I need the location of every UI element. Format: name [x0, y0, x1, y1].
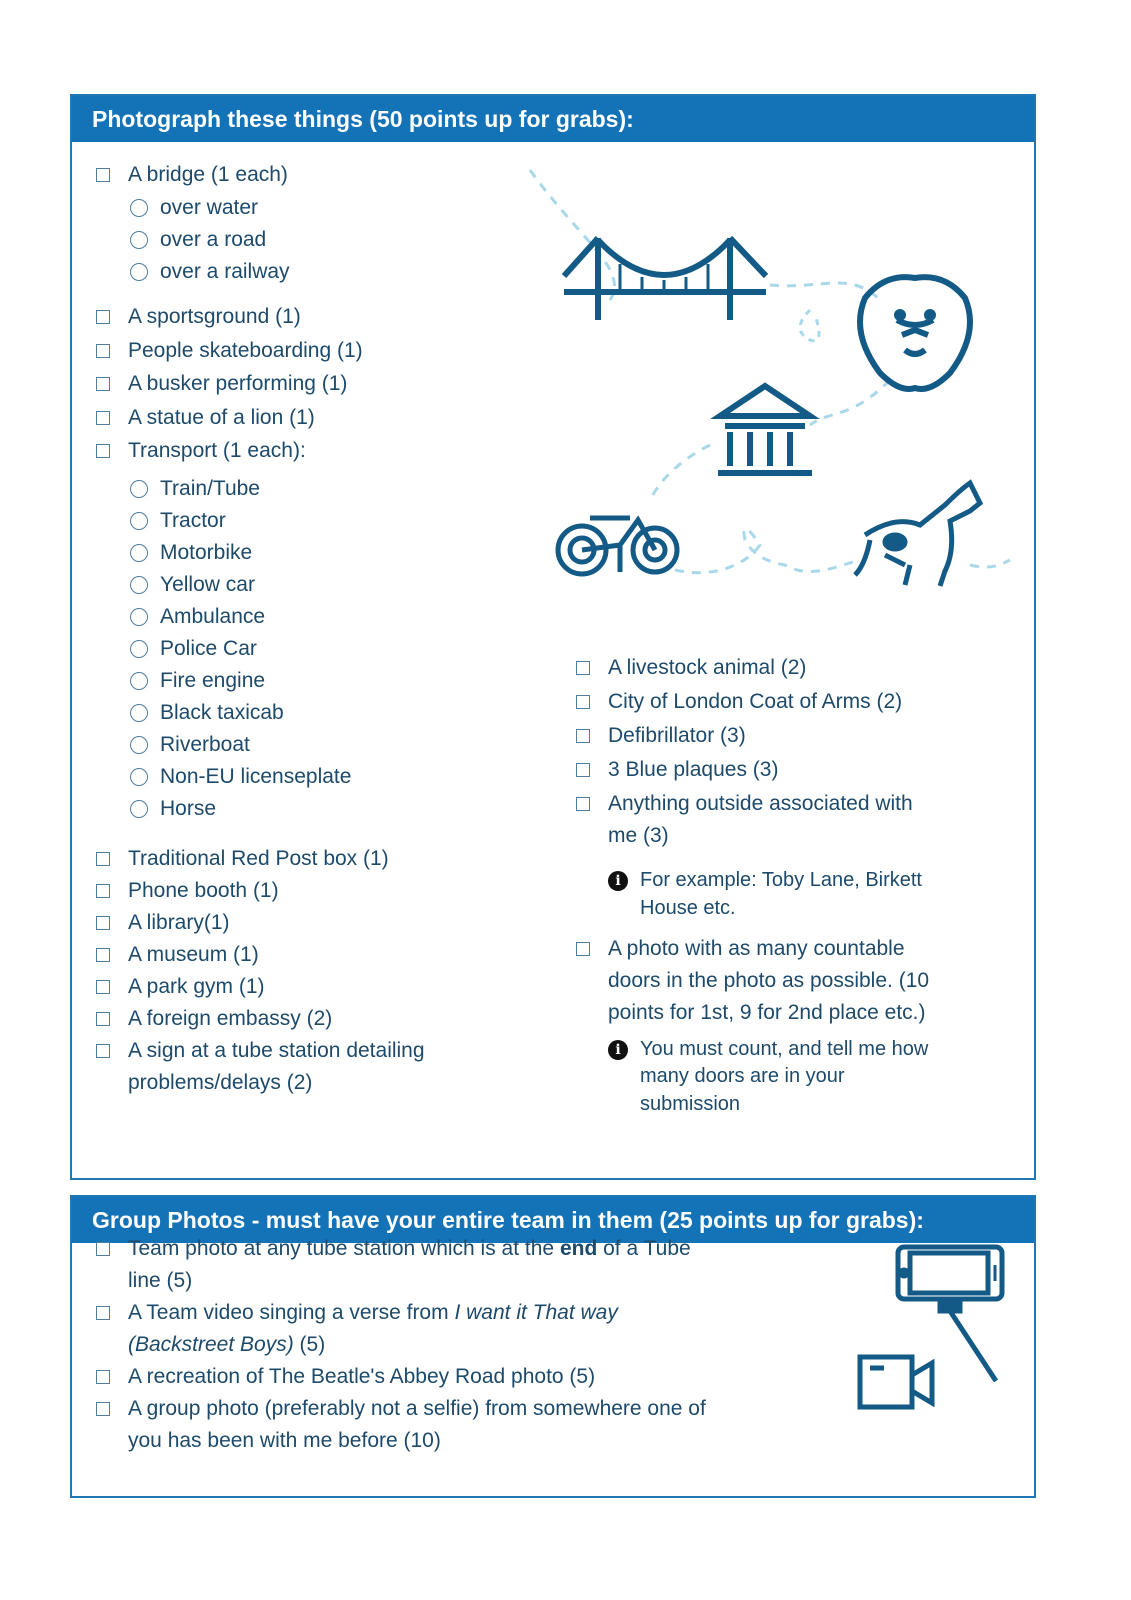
radio[interactable]: [130, 736, 148, 754]
doors-continuation: doors in the photo as possible. (10: [608, 969, 930, 992]
checklist-item[interactable]: A livestock animal (2): [576, 656, 806, 680]
checklist-item-doors[interactable]: A photo with as many countable: [576, 937, 905, 961]
dashed-path: [675, 529, 1010, 573]
transport-sub-item[interactable]: Ambulance: [130, 605, 265, 629]
transport-sub-item[interactable]: Black taxicab: [130, 701, 284, 725]
checkbox[interactable]: [96, 310, 110, 324]
london-landmarks-illustration: [520, 160, 1020, 600]
transport-sub-item[interactable]: Tractor: [130, 509, 226, 533]
lion-icon: [860, 277, 970, 389]
museum-icon: [718, 386, 812, 473]
radio[interactable]: [130, 704, 148, 722]
checkbox[interactable]: [96, 1306, 110, 1320]
checkbox[interactable]: [576, 942, 590, 956]
checklist-item[interactable]: People skateboarding (1): [96, 339, 363, 363]
checklist-item[interactable]: Defibrillator (3): [576, 724, 746, 748]
checklist-item-video[interactable]: A Team video singing a verse from I want it That way: [96, 1301, 618, 1325]
checklist-item-group[interactable]: A group photo (preferably not a selfie) from somewhere one of: [96, 1397, 706, 1421]
checklist-item-bridge[interactable]: A bridge (1 each): [96, 163, 288, 187]
horse-icon: [855, 483, 980, 586]
transport-sub-item[interactable]: Motorbike: [130, 541, 252, 565]
checkbox[interactable]: [576, 695, 590, 709]
photo-things-header: Photograph these things (50 points up for grabs):: [72, 96, 1034, 142]
checkbox[interactable]: [96, 1012, 110, 1026]
transport-sub-item[interactable]: Non-EU licenseplate: [130, 765, 351, 789]
checklist-item[interactable]: A sportsground (1): [96, 305, 301, 329]
radio[interactable]: [130, 672, 148, 690]
count-note-continuation: submission: [640, 1093, 741, 1115]
checklist-item-transport[interactable]: Transport (1 each):: [96, 439, 306, 463]
motorbike-icon: [558, 518, 677, 574]
radio[interactable]: [130, 800, 148, 818]
checklist-item[interactable]: Phone booth (1): [96, 879, 279, 903]
checkbox[interactable]: [576, 661, 590, 675]
checklist-item[interactable]: A statue of a lion (1): [96, 406, 315, 430]
checklist-item[interactable]: A foreign embassy (2): [96, 1007, 332, 1031]
info-icon: i: [608, 871, 628, 891]
checklist-item[interactable]: 3 Blue plaques (3): [576, 758, 778, 782]
checkbox[interactable]: [576, 797, 590, 811]
dashed-path: [530, 170, 880, 300]
bridge-sub-item[interactable]: over water: [130, 196, 258, 220]
bridge-sub-item[interactable]: over a railway: [130, 260, 290, 284]
transport-sub-item[interactable]: Fire engine: [130, 669, 265, 693]
tube-end-continuation: line (5): [128, 1269, 193, 1292]
example-note: i For example: Toby Lane, Birkett: [608, 869, 922, 892]
radio[interactable]: [130, 199, 148, 217]
radio[interactable]: [130, 231, 148, 249]
checkbox[interactable]: [96, 444, 110, 458]
radio[interactable]: [130, 480, 148, 498]
video-camera-icon: [860, 1357, 932, 1407]
checklist-item-tube-sign[interactable]: A sign at a tube station detailing: [96, 1039, 425, 1063]
checkbox[interactable]: [96, 916, 110, 930]
example-note-continuation: House etc.: [640, 897, 736, 919]
checklist-item-abbey[interactable]: A recreation of The Beatle's Abbey Road photo (5): [96, 1365, 595, 1389]
transport-sub-item[interactable]: Police Car: [130, 637, 257, 661]
radio[interactable]: [130, 544, 148, 562]
transport-sub-item[interactable]: Yellow car: [130, 573, 255, 597]
bridge-icon: [564, 238, 766, 320]
checkbox[interactable]: [96, 1242, 110, 1256]
checklist-item[interactable]: A library(1): [96, 911, 230, 935]
group-continuation: you has been with me before (10): [128, 1429, 441, 1452]
bridge-sub-item[interactable]: over a road: [130, 228, 266, 252]
count-note-continuation: many doors are in your: [640, 1065, 845, 1087]
radio[interactable]: [130, 512, 148, 530]
checklist-item[interactable]: City of London Coat of Arms (2): [576, 690, 902, 714]
checkbox[interactable]: [96, 1370, 110, 1384]
info-icon: i: [608, 1040, 628, 1060]
selfie-stick-icon: [940, 1301, 996, 1381]
checkbox[interactable]: [96, 1402, 110, 1416]
checkbox[interactable]: [96, 377, 110, 391]
transport-sub-item[interactable]: Train/Tube: [130, 477, 260, 501]
checkbox[interactable]: [96, 411, 110, 425]
checkbox[interactable]: [96, 1044, 110, 1058]
phone-icon: [898, 1247, 1002, 1299]
radio[interactable]: [130, 608, 148, 626]
checkbox[interactable]: [96, 980, 110, 994]
radio[interactable]: [130, 576, 148, 594]
selfie-illustration: [850, 1235, 1020, 1415]
checkbox[interactable]: [96, 852, 110, 866]
checklist-item[interactable]: Traditional Red Post box (1): [96, 847, 389, 871]
checklist-item[interactable]: A museum (1): [96, 943, 259, 967]
checklist-item[interactable]: A busker performing (1): [96, 372, 347, 396]
dashed-path: [800, 310, 819, 341]
checkbox[interactable]: [96, 948, 110, 962]
group-photos-header: Group Photos - must have your entire team in them (25 points up for grabs):: [72, 1197, 1034, 1243]
checklist-item[interactable]: A park gym (1): [96, 975, 265, 999]
checklist-item-tube-end[interactable]: Team photo at any tube station which is at the end of a Tube: [96, 1237, 691, 1261]
transport-sub-item[interactable]: Horse: [130, 797, 216, 821]
checkbox[interactable]: [576, 729, 590, 743]
doors-continuation: points for 1st, 9 for 2nd place etc.): [608, 1001, 926, 1024]
radio[interactable]: [130, 640, 148, 658]
transport-sub-item[interactable]: Riverboat: [130, 733, 250, 757]
checklist-item-anything[interactable]: Anything outside associated with: [576, 792, 913, 816]
anything-continuation: me (3): [608, 824, 669, 847]
checkbox[interactable]: [96, 344, 110, 358]
radio[interactable]: [130, 263, 148, 281]
checkbox[interactable]: [576, 763, 590, 777]
video-continuation: (Backstreet Boys) (5): [128, 1333, 326, 1356]
radio[interactable]: [130, 768, 148, 786]
count-note: i You must count, and tell me how: [608, 1038, 928, 1061]
tube-sign-continuation: problems/delays (2): [128, 1071, 313, 1094]
checkbox[interactable]: [96, 884, 110, 898]
checkbox[interactable]: [96, 168, 110, 182]
